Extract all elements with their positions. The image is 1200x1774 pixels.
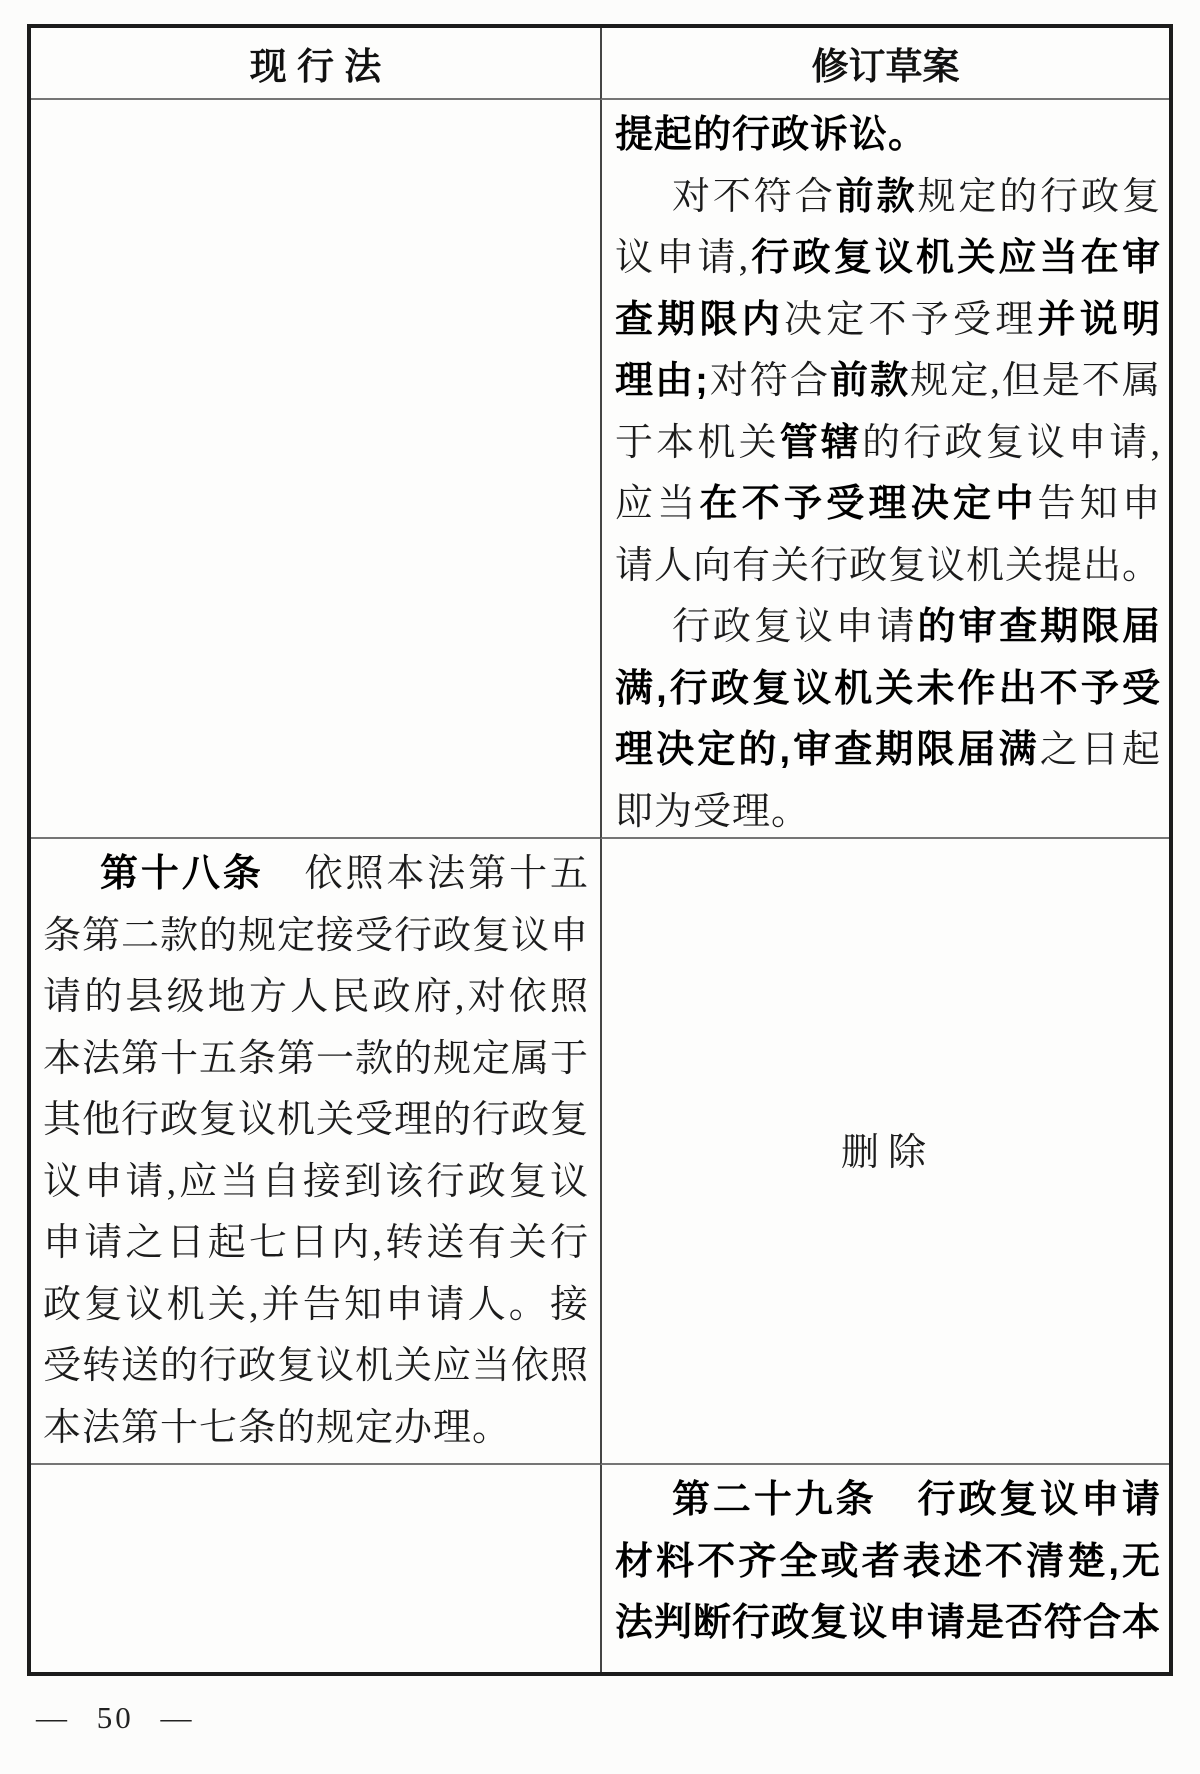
paragraph: 删除 [840, 1131, 935, 1174]
paragraph: 行政复议申请的审查期限届满,行政复议机关未作出不予受理决定的,审查期限届满之日起即为受理。 [615, 606, 1161, 833]
page-number: — 50 — [36, 1700, 195, 1735]
comparison-table [27, 24, 1173, 1676]
row2-revision-draft-cell [600, 839, 1169, 1465]
row1-current-law-cell [31, 100, 600, 839]
header-current-law: 现 行 法 [31, 28, 600, 100]
paragraph: 第二十九条 行政复议申请材料不齐全或者表述不清楚,无法判断行政复议申请是否符合本 [615, 1479, 1162, 1644]
row3-revision-draft-cell [600, 1465, 1169, 1672]
paragraph: 第十八条 依照本法第十五条第二款的规定接受行政复议申请的县级地方人民政府,对依照本法第十五条第一款的规定属于其他行政复议机关受理的行政复议申请,应当自接到该行政复议申请之日起七日内,转送有关行政复议机关,并告知申请人。接受转送的行政复议机关应当依照本法第十七条的规定办理。 [43, 853, 590, 1449]
header-revision-draft: 修订草案 [600, 28, 1169, 100]
paragraph: 提起的行政诉讼。 [615, 114, 928, 156]
row1-revision-draft-cell [600, 100, 1169, 839]
row3-current-law-cell [31, 1465, 600, 1672]
paragraph: 对不符合前款规定的行政复议申请,行政复议机关应当在审查期限内决定不予受理并说明理由;对符合前款规定,但是不属于本机关管辖的行政复议申请,应当在不予受理决定中告知申请人向有关行政复议机关提出。 [615, 175, 1162, 587]
row2-current-law-cell [31, 839, 600, 1465]
